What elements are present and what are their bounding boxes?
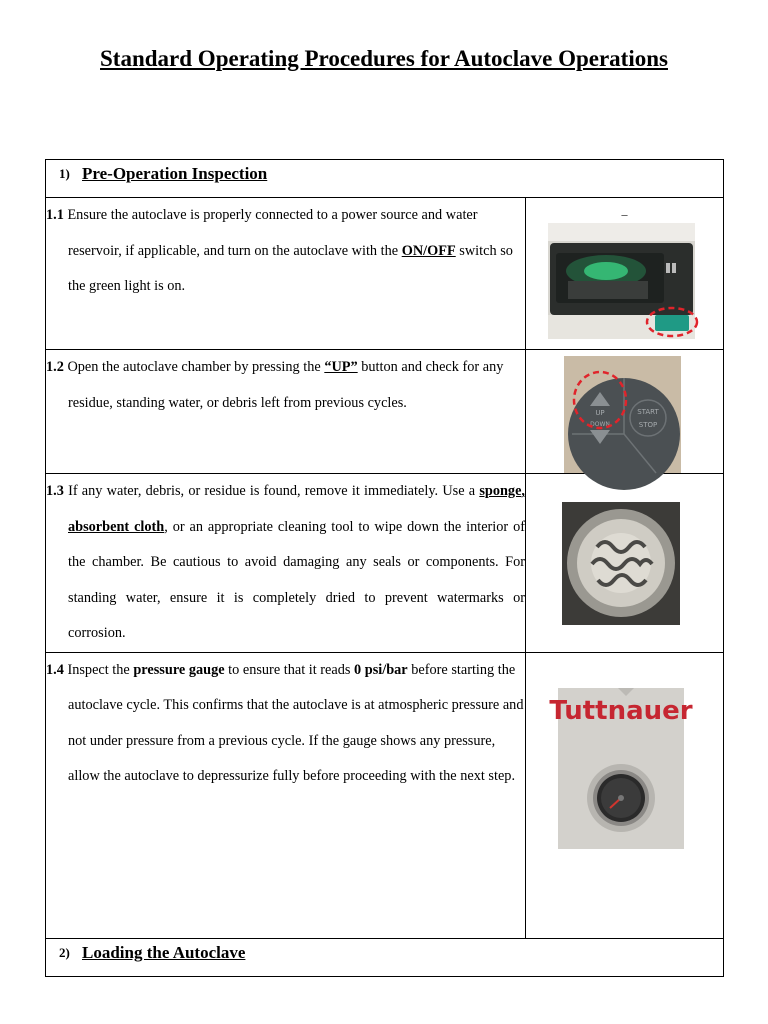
step-text-part: Inspect the — [63, 661, 134, 678]
keypad-label-up: UP — [595, 409, 605, 417]
step-text-part: Ensure the autoclave is properly connected to a power source and water reservoir, if applicable, and turn on the autoclave with the — [63, 207, 478, 259]
step-text-part: If any water, debris, or residue is found, remove it immediately. Use a — [63, 483, 480, 499]
step-text-part: before starting the autoclave cycle. This confirms that the autoclave is at atmospheric pressure and not under pressure from a previous cycle. If the gauge shows any pressure, allow the autoclave to depressurize fully before proceeding with the next step. — [68, 661, 524, 784]
keypad-label-down: DOWN — [590, 421, 610, 428]
step-text-part: , or an appropriate cleaning tool to wipe down the interior of the chamber. Be cautious to avoid damaging any seals or components. For standing water, ensure it is completely dried to prevent watermarks or corrosion. — [68, 518, 525, 641]
procedure-table — [45, 159, 724, 977]
section-header-row — [46, 160, 724, 198]
keyword: sponge — [479, 483, 522, 499]
section-header-row — [46, 938, 724, 976]
step-image-cell — [526, 474, 724, 653]
step-row-1-2 — [46, 350, 724, 474]
keyword: “UP” — [324, 359, 358, 375]
step-number: 1.2 — [46, 359, 64, 375]
step-text-part: switch so the green light is on. — [68, 242, 513, 294]
step-text — [46, 350, 525, 421]
step-number: 1.3 — [46, 483, 64, 499]
keypad-label-stop: STOP — [638, 421, 658, 429]
step-text — [46, 198, 525, 305]
step-image-cell — [526, 652, 724, 938]
brand-logo: Tuttnauer — [549, 695, 693, 726]
section-number: 2) — [59, 944, 70, 960]
keyword: 0 psi/bar — [354, 661, 408, 678]
step-text-part: Open the autoclave chamber by pressing the — [63, 359, 325, 375]
step-number: 1.4 — [46, 661, 64, 678]
chamber-interior-photo — [562, 502, 680, 625]
section-title: Loading the Autoclave — [82, 942, 246, 962]
section-number: 1) — [59, 166, 70, 181]
step-text-part: to ensure that it reads — [224, 661, 355, 678]
section-title: Pre-Operation Inspection — [82, 164, 268, 183]
keypad-label-start: START — [637, 408, 659, 416]
step-row-1-3 — [46, 474, 724, 653]
keyword: pressure gauge — [133, 661, 225, 678]
step-number: 1.1 — [46, 207, 64, 223]
image-marker: _ — [621, 203, 628, 217]
step-image-cell — [526, 198, 724, 350]
keyword: ON/OFF — [401, 242, 456, 259]
document-title: Standard Operating Procedures for Autoclave Operations — [100, 46, 668, 71]
step-text — [46, 653, 525, 795]
keyword: absorbent cloth — [68, 518, 165, 535]
step-text-part: button and check for any residue, standing water, or debris left from previous cycles. — [68, 359, 504, 411]
control-keypad-photo — [564, 356, 681, 473]
step-row-1-1 — [46, 198, 724, 350]
step-text — [46, 474, 525, 652]
keyword-separator: , — [521, 483, 525, 499]
autoclave-panel-photo — [548, 223, 695, 339]
pressure-gauge-photo — [549, 688, 693, 849]
step-image-cell — [526, 350, 724, 474]
step-row-1-4 — [46, 652, 724, 938]
